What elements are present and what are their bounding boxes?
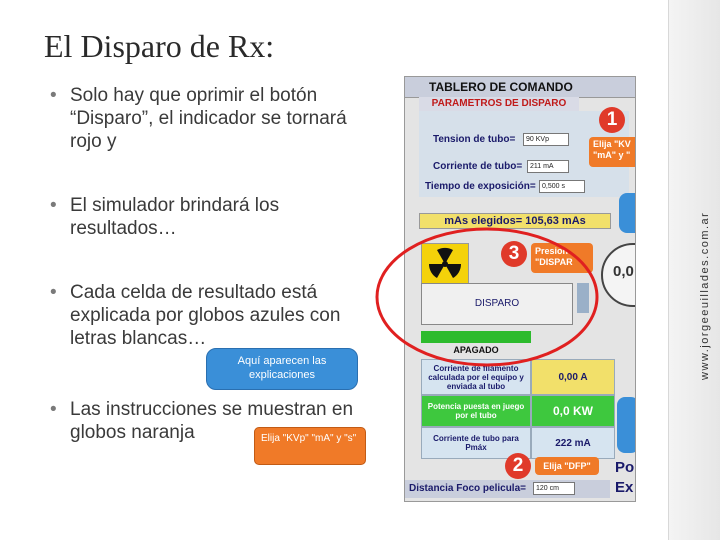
highlight-ellipse (372, 222, 602, 372)
blue-balloon-edge (619, 193, 636, 233)
indicator-label: APAGADO (453, 345, 499, 355)
side-strip (668, 0, 720, 540)
disparo-button[interactable]: DISPARO (421, 283, 573, 325)
orange-callout-balloon (254, 427, 366, 465)
tension-select[interactable]: 90 KVp (523, 133, 569, 146)
bullet-dot: • (50, 399, 57, 420)
blue-callout-balloon (206, 348, 358, 390)
step-2-badge: 2 (505, 453, 531, 479)
bullet-text: Las instrucciones se muestran en globos naranja (70, 399, 354, 443)
step-1-badge: 1 (599, 107, 625, 133)
slide-title: El Disparo de Rx: (44, 28, 275, 64)
result-row-2-value: 0,0 KW (531, 395, 615, 427)
bullet-dot: • (50, 85, 57, 106)
blue-balloon-edge-2 (617, 397, 636, 453)
balloon-3: Presion "DISPAR (531, 243, 593, 273)
result-row-3-value: 222 mA (531, 427, 615, 459)
bullet-dot: • (50, 282, 57, 303)
bullet-text: El simulador brindará los resultados… (70, 195, 280, 239)
step-3-badge: 3 (501, 241, 527, 267)
right-text-po: Po (615, 459, 635, 476)
bullet-dot: • (50, 195, 57, 216)
right-text-ex: Ex (615, 479, 634, 496)
bullet-3 (50, 281, 380, 350)
panel-subheader: PARAMETROS DE DISPARO (419, 97, 579, 111)
corriente-label: Corriente de tubo= (433, 161, 523, 172)
website-text: www.jorgeeuillades.com.ar (699, 211, 711, 380)
distance-select[interactable]: 120 cm (533, 482, 575, 495)
result-row-1-value: 0,00 A (531, 359, 615, 395)
panel-header: TABLERO DE COMANDO (429, 80, 573, 94)
balloon-2: Elija "DFP" (535, 457, 599, 475)
mas-display: mAs elegidos= 105,63 mAs (419, 213, 611, 229)
orange-callout-text: Elija "KVp" "mA" y "s" (261, 433, 357, 444)
tiempo-label: Tiempo de exposición= (425, 181, 536, 192)
result-row-1-label: Corriente de filamento calculada por el equipo y enviada al tubo (421, 359, 531, 395)
gauge-value: 0,0 (613, 263, 634, 280)
tiempo-select[interactable]: 0,500 s (539, 180, 585, 193)
distance-label: Distancia Foco pelicula= (409, 483, 526, 494)
blue-callout-text: Aquí aparecen las explicaciones (237, 355, 327, 381)
tension-label: Tension de tubo= (433, 134, 516, 145)
result-row-2-label: Potencia puesta en juego por el tubo (421, 395, 531, 427)
corriente-select[interactable]: 211 mA (527, 160, 569, 173)
bullet-text: Cada celda de resultado está explicada por globos azules con letras blancas… (70, 282, 341, 349)
balloon-1: Elija "KV "mA" y " (589, 137, 636, 167)
bullet-2 (50, 194, 380, 240)
bullet-1 (50, 84, 380, 153)
bullet-text: Solo hay que oprimir el botón “Disparo”, el indicador se tornará rojo y (70, 85, 347, 152)
result-row-3-label: Corriente de tubo para Pmáx (421, 427, 531, 459)
